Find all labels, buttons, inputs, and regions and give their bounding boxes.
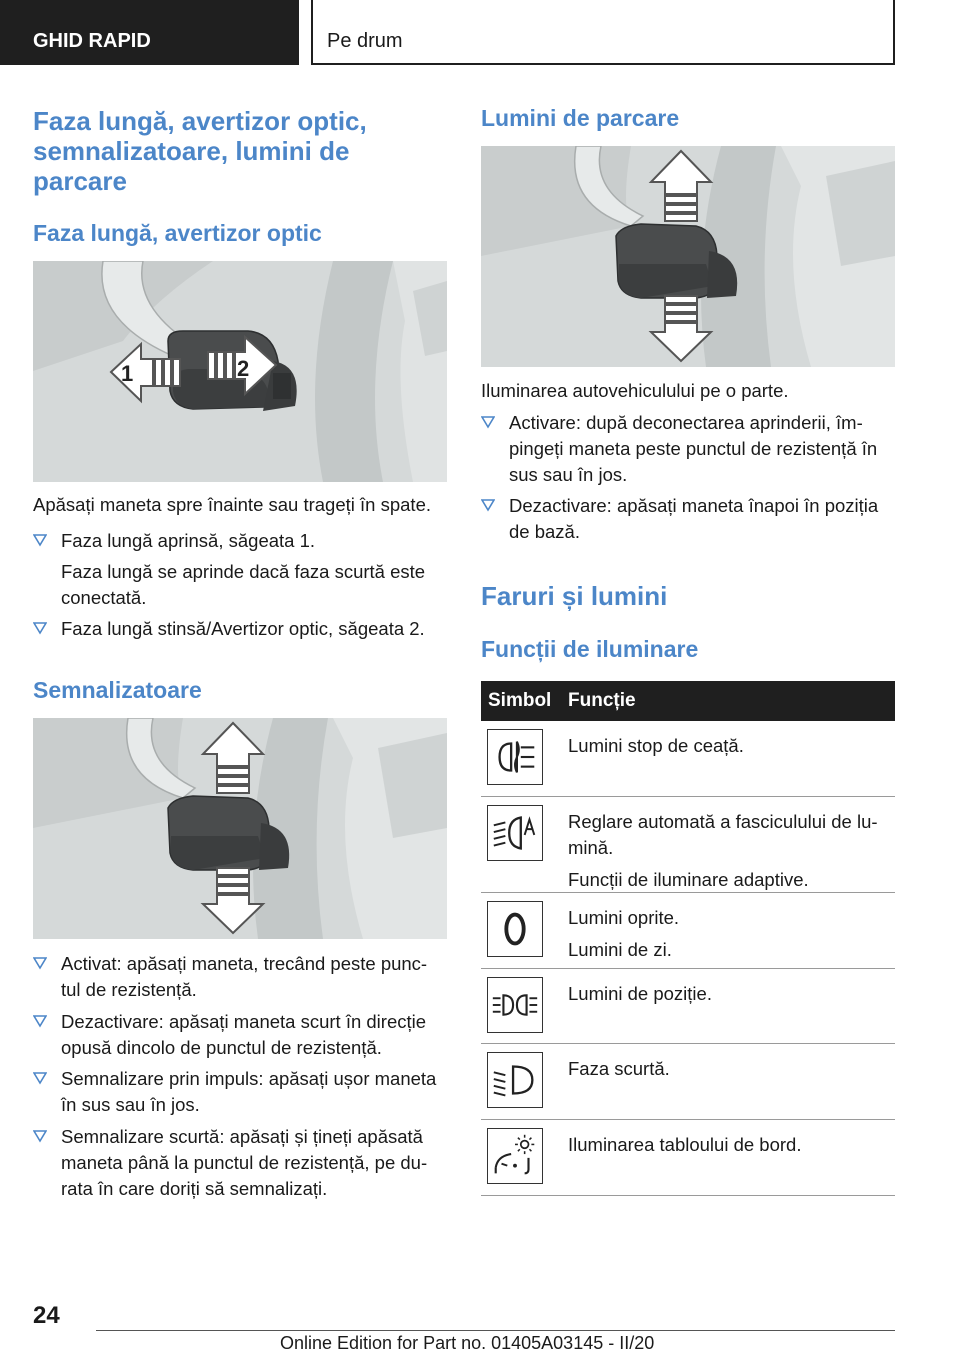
column-header-symbol: Simbol — [488, 690, 552, 711]
header-section-tab — [0, 0, 299, 65]
table-row — [481, 721, 895, 797]
triangle-bullet-icon — [33, 621, 47, 635]
section-turn-signals-heading: Semnalizatoare — [33, 677, 202, 703]
lighting-functions-table — [481, 681, 895, 1196]
high-beam-instruction: Apăsați maneta spre înainte sau trageți în spate. — [33, 494, 431, 515]
section-headlights-heading: Faruri și lumini — [481, 581, 668, 611]
header-chapter-tab — [311, 0, 895, 65]
triangle-bullet-icon — [33, 1071, 47, 1085]
page-title: Faza lungă, avertizor optic, semnalizatoare, lumini de parcare — [33, 106, 367, 196]
table-row — [481, 969, 895, 1044]
column-header-function: Funcție — [568, 690, 636, 711]
triangle-bullet-icon — [33, 956, 47, 970]
table-row — [481, 1120, 895, 1196]
fog-lights-icon — [487, 729, 543, 785]
lights-off-icon — [487, 901, 543, 957]
function-cell: Lumini stop de ceață. — [568, 735, 744, 756]
instrument-lighting-icon — [487, 1128, 543, 1184]
function-cell: Iluminarea tabloului de bord. — [568, 1134, 802, 1155]
arrow-label-1: 1 — [121, 361, 134, 386]
triangle-bullet-icon — [33, 1014, 47, 1028]
section-high-beam-heading: Faza lungă, avertizor optic — [33, 220, 322, 246]
header-chapter-title: Pe drum — [327, 30, 403, 52]
high-beam-note: Faza lungă se aprinde dacă faza scurtă este conectată. — [61, 561, 426, 608]
table-header — [481, 681, 895, 721]
section-parking-lights-heading: Lumini de parcare — [481, 105, 680, 131]
function-cell: Faza scurtă. — [568, 1058, 670, 1079]
triangle-bullet-icon — [481, 498, 495, 512]
parking-lights-stalk-illustration — [481, 146, 895, 367]
header-section-title: GHID RAPID — [33, 30, 151, 52]
parking-lights-icon — [487, 977, 543, 1033]
low-beam-icon — [487, 1052, 543, 1108]
page-number: 24 — [33, 1302, 60, 1329]
arrow-label-2: 2 — [237, 356, 250, 381]
parking-lights-description: Iluminarea autovehiculului pe o parte. — [481, 380, 789, 401]
high-beam-stalk-illustration — [33, 261, 447, 482]
function-cell: Lumini de poziție. — [568, 983, 712, 1004]
table-row — [481, 893, 895, 969]
triangle-bullet-icon — [33, 1129, 47, 1143]
turn-signal-stalk-illustration — [33, 718, 447, 939]
table-row — [481, 1044, 895, 1120]
triangle-bullet-icon — [33, 533, 47, 547]
section-lighting-functions-heading: Funcții de iluminare — [481, 636, 699, 662]
footer-edition: Online Edition for Part no. 01405A03145 - II/20 — [280, 1333, 655, 1353]
table-row — [481, 797, 895, 893]
auto-headlight-icon — [487, 805, 543, 861]
function-cell: Lumini oprite. Lumini de zi. — [568, 907, 680, 960]
function-cell: Reglare automată a fasciculului de lu- mină. Funcții de iluminare adaptive. — [568, 811, 878, 890]
footer-divider — [96, 1330, 895, 1331]
triangle-bullet-icon — [481, 415, 495, 429]
